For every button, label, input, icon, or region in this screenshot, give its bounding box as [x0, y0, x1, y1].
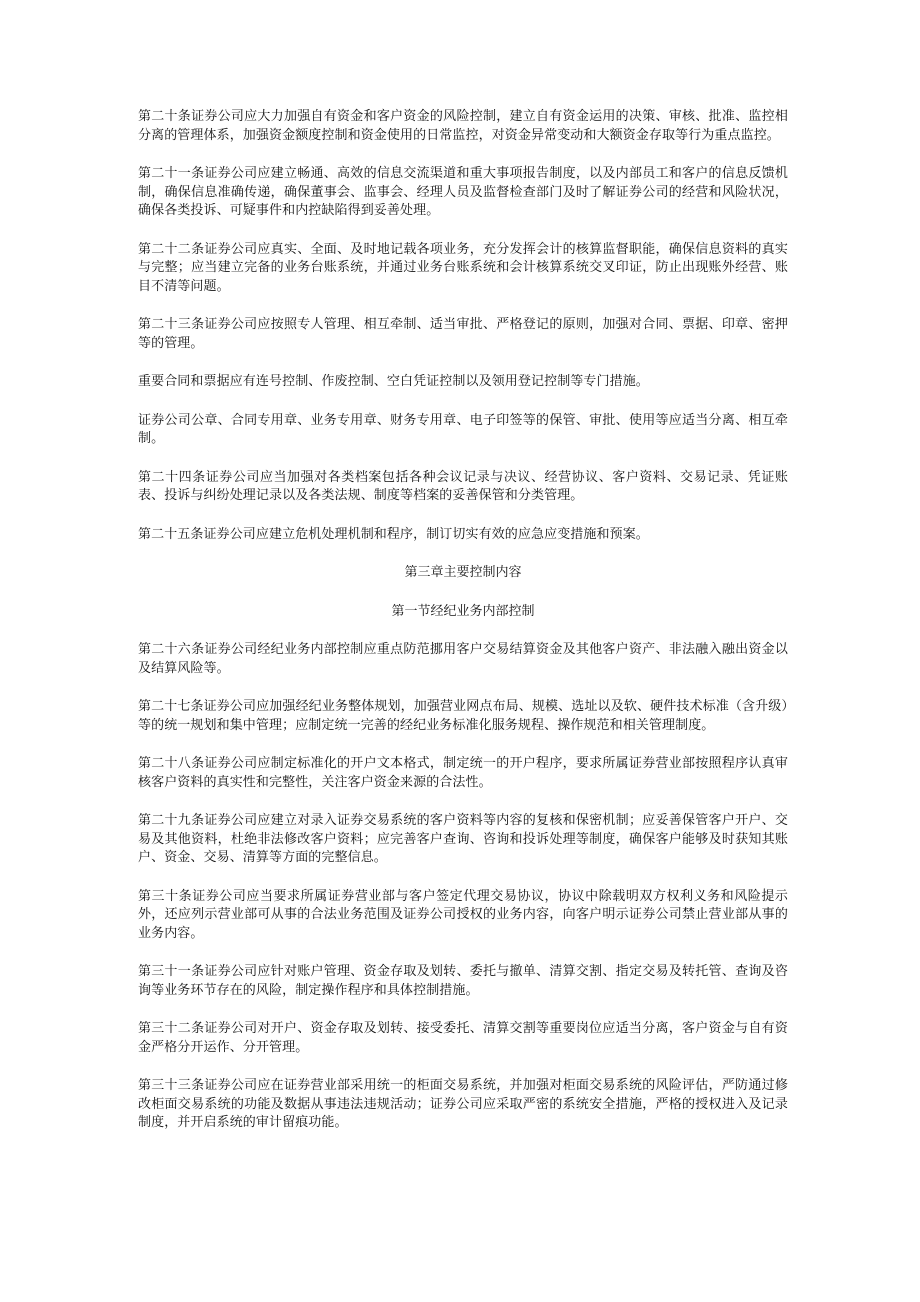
article-30: 第三十条证券公司应当要求所属证券营业部与客户签定代理交易协议，协议中除载明双方权利义务和风险提示外，还应列示营业部可从事的合法业务范围及证券公司授权的业务内容，向客户明示证券公司禁止营业部从事的业务内容。 — [138, 888, 788, 941]
article-27: 第二十七条证券公司应加强经纪业务整体规划，加强营业网点布局、规模、选址以及软、硬件技术标准（含升级）等的统一规划和集中管理；应制定统一完善的经纪业务标准化服务规程、操作规范和相关管理制度。 — [138, 699, 788, 733]
article-31: 第三十一条证券公司应针对账户管理、资金存取及划转、委托与撤单、清算交割、指定交易及转托管、查询及咨询等业务环节存在的风险，制定操作程序和具体控制措施。 — [138, 964, 788, 998]
article-23: 第二十三条证券公司应按照专人管理、相互牵制、适当审批、严格登记的原则，加强对合同、票据、印章、密押等的管理。 — [138, 317, 788, 351]
article-22: 第二十二条证券公司应真实、全面、及时地记载各项业务，充分发挥会计的核算监督职能，确保信息资料的真实与完整；应当建立完备的业务台账系统，并通过业务台账系统和会计核算系统交叉印证，防止出现账外经营、账目不清等问题。 — [138, 241, 788, 294]
article-33: 第三十三条证券公司应在证券营业部采用统一的柜面交易系统，并加强对柜面交易系统的风险评估，严防通过修改柜面交易系统的功能及数据从事违法违规活动；证券公司应采取严密的系统安全措施，严格的授权进入及记录制度，并开启系统的审计留痕功能。 — [138, 1078, 788, 1130]
article-20: 第二十条证券公司应大力加强自有资金和客户资金的风险控制，建立自有资金运用的决策、审核、批准、监控相分离的管理体系，加强资金额度控制和资金使用的日常监控，对资金异常变动和大额资金存取等行为重点监控。 — [138, 109, 788, 143]
article-28: 第二十八条证券公司应制定标准化的开户文本格式，制定统一的开户程序，要求所属证券营业部按照程序认真审核客户资料的真实性和完整性，关注客户资金来源的合法性。 — [138, 756, 788, 790]
article-26: 第二十六条证券公司经纪业务内部控制应重点防范挪用客户交易结算资金及其他客户资产、非法融入融出资金以及结算风险等。 — [138, 642, 788, 676]
article-23-clause-3: 证券公司公章、合同专用章、业务专用章、财务专用章、电子印签等的保管、审批、使用等应适当分离、相互牵制。 — [138, 412, 788, 446]
article-32: 第三十二条证券公司对开户、资金存取及划转、接受委托、清算交割等重要岗位应适当分离，客户资金与自有资金严格分开运作、分开管理。 — [138, 1021, 788, 1055]
section-heading: 第一节经纪业务内部控制 — [391, 603, 535, 619]
article-25: 第二十五条证券公司应建立危机处理机制和程序，制订切实有效的应急应变措施和预案。 — [138, 526, 649, 542]
chapter-heading: 第三章主要控制内容 — [404, 565, 522, 580]
article-24: 第二十四条证券公司应当加强对各类档案包括各种会议记录与决议、经营协议、客户资料、交易记录、凭证账表、投诉与纠纷处理记录以及各类法规、制度等档案的妥善保管和分类管理。 — [138, 469, 788, 503]
document-page — [138, 108, 788, 1153]
article-21: 第二十一条证券公司应建立畅通、高效的信息交流渠道和重大事项报告制度，以及内部员工和客户的信息反馈机制，确保信息准确传递，确保董事会、监事会、经理人员及监督检查部门及时了解证券公司的经营和风险状况，确保各类投诉、可疑事件和内控缺陷得到妥善处理。 — [138, 166, 788, 218]
article-29: 第二十九条证券公司应建立对录入证券交易系统的客户资料等内容的复核和保密机制；应妥善保管客户开户、交易及其他资料，杜绝非法修改客户资料；应完善客户查询、咨询和投诉处理等制度，确保客户能够及时获知其账户、资金、交易、清算等方面的完整信息。 — [138, 813, 788, 865]
article-23-clause-2: 重要合同和票据应有连号控制、作废控制、空白凭证控制以及领用登记控制等专门措施。 — [138, 374, 649, 389]
